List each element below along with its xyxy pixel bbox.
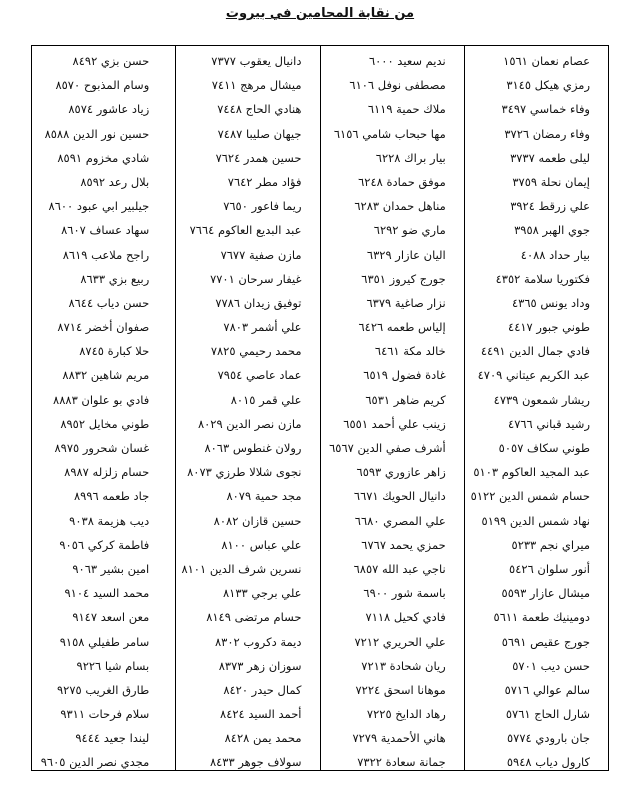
table-cell: جمانة سعادة ٧٣٢٢ — [357, 755, 446, 770]
table-cell: طارق الغريب ٩٢٧٥ — [57, 682, 150, 697]
table-cell: غسان شحرور ٨٩٧٥ — [54, 441, 150, 455]
table-cell: فادي كحيل ٧١١٨ — [365, 610, 446, 625]
table-cell: سوزان زهر ٨٣٧٣ — [218, 658, 302, 673]
table-cell: مجدي نصر الدين ٩٦٠٥ — [40, 755, 150, 770]
table-cell: نهاد شمس الدين ٥١٩٩ — [481, 513, 590, 528]
table-cell: جاد طعمه ٨٩٩٦ — [73, 489, 150, 504]
table-cell: عبد البديع العاكوم ٧٦٦٤ — [189, 223, 302, 238]
table-cell: سلام فرحات ٩٣١١ — [60, 707, 150, 722]
table-cell: حسن بزي ٨٤٩٢ — [72, 54, 150, 68]
table-cell: أنور سلوان ٥٤٢٦ — [509, 561, 590, 576]
table-cell: ماري ضو ٦٢٩٢ — [373, 223, 446, 238]
table-cell: حسام شمس الدين ٥١٢٢ — [470, 489, 590, 504]
table-cell: بسام شيا ٩٢٢٦ — [76, 658, 150, 673]
table-cell: ريان شحادة ٧٢١٣ — [361, 658, 446, 673]
table-cell: نزار صاغية ٦٣٧٩ — [366, 295, 446, 310]
table-cell: علي زرقط ٣٩٢٤ — [510, 199, 590, 214]
table-column-3 — [175, 46, 319, 770]
table-cell: شادي مخزوم ٨٥٩١ — [57, 150, 150, 165]
table-cell: وفاء خماسي ٣٤٩٧ — [501, 102, 590, 117]
table-cell: رولان غنطوس ٨٠٦٣ — [204, 441, 302, 455]
table-cell: باسمة شور ٦٩٠٠ — [363, 586, 446, 601]
table-cell: ناجي عبد الله ٦٨٥٧ — [353, 561, 446, 576]
table-cell: طوني سكاف ٥٠٥٧ — [498, 441, 590, 455]
table-cell: ربيع بزي ٨٦٣٣ — [80, 271, 150, 286]
table-cell: عصام نعمان ١٥٦١ — [503, 54, 590, 68]
table-cell: حسين همدر ٧٦٢٤ — [215, 150, 302, 165]
table-cell: رهاد الدايخ ٧٢٢٥ — [366, 707, 446, 722]
table-cell: شارل الحاج ٥٧٦١ — [505, 707, 590, 722]
table-cell: محمد السيد ٩١٠٤ — [64, 586, 150, 601]
table-cell: إيمان نحلة ٣٧٥٩ — [512, 174, 590, 189]
table-cell: سهاد عساف ٨٦٠٧ — [61, 223, 150, 238]
table-cell: علي الحريري ٧٢١٢ — [354, 634, 446, 649]
table-cell: حسين نور الدين ٨٥٨٨ — [44, 126, 150, 141]
table-cell: بيار براك ٦٢٢٨ — [375, 150, 446, 165]
table-cell: عبد المجيد العاكوم ٥١٠٣ — [473, 465, 590, 480]
table-cell: رمزي هيكل ٣١٤٥ — [506, 78, 590, 93]
table-cell: حمزي يحمد ٦٧٦٧ — [361, 537, 446, 552]
table-cell: فادي جمال الدين ٤٤٩١ — [480, 344, 590, 359]
table-cell: مناهل حمدان ٦٢٨٣ — [354, 199, 446, 214]
table-cell: ديب هزيمة ٩٠٣٨ — [69, 513, 150, 528]
table-cell: علي المصري ٦٦٨٠ — [354, 513, 446, 528]
table-cell: غادة فضول ٦٥١٩ — [363, 368, 446, 383]
table-cell: مريم شاهين ٨٨٣٢ — [62, 368, 150, 383]
table-cell: زينب علي أحمد ٦٥٥١ — [343, 416, 446, 431]
table-cell: جورج كيروز ٦٣٥١ — [361, 271, 446, 286]
table-cell: وداد يونس ٤٣٦٥ — [511, 295, 590, 310]
table-column-2 — [320, 46, 464, 770]
table-cell: توفيق زيدان ٧٧٨٦ — [215, 295, 302, 310]
table-cell: امين بشير ٩٠٦٣ — [72, 561, 150, 576]
table-cell: جان بارودي ٥٧٧٤ — [506, 731, 590, 746]
table-cell: أشرف صفي الدين ٦٥٦٧ — [329, 441, 446, 455]
table-cell: هنادي الحاج ٧٤٤٨ — [217, 102, 302, 117]
table-cell: ميشال عازار ٥٥٩٣ — [501, 586, 590, 601]
table-cell: ديمة دكروب ٨٣٠٢ — [215, 634, 302, 649]
table-cell: علي برجي ٨١٣٣ — [222, 586, 302, 601]
table-cell: موهانا اسحق ٧٢٢٤ — [355, 682, 446, 697]
table-cell: كارول دياب ٥٩٤٨ — [506, 755, 590, 770]
table-cell: حسين قازان ٨٠٨٢ — [213, 513, 302, 528]
table-column-4 — [32, 46, 175, 770]
table-cell: محمد يمن ٨٤٢٨ — [224, 731, 302, 746]
table-cell: فؤاد مطر ٧٦٤٢ — [227, 174, 302, 189]
table-cell: جورج عقيص ٥٦٩١ — [501, 634, 590, 649]
table-cell: وفاء رمضان ٣٧٢٦ — [504, 126, 590, 141]
table-cell: سامر طفيلي ٩١٥٨ — [59, 634, 150, 649]
table-cell: كريم ضاهر ٦٥٣١ — [365, 392, 446, 407]
table-cell: حسن دياب ٨٦٤٤ — [68, 295, 150, 310]
table-cell: غيفار سرحان ٧٧٠١ — [210, 271, 302, 286]
table-cell: جيلبير ابي عبود ٨٦٠٠ — [48, 199, 150, 214]
table-cell: حسام زلزله ٨٩٨٧ — [64, 465, 150, 480]
table-cell: سالم عوالي ٥٧١٦ — [504, 682, 590, 697]
table-cell: خالد مكة ٦٤٦١ — [374, 344, 446, 359]
table-cell: ميراي نجم ٥٢٣٣ — [511, 537, 590, 552]
table-cell: اليان عازار ٦٣٢٩ — [366, 247, 446, 262]
table-cell: محمد رحيمي ٧٨٢٥ — [210, 344, 302, 359]
table-cell: وسام المذبوح ٨٥٧٠ — [55, 78, 150, 93]
table-cell: فكتوريا سلامة ٤٣٥٢ — [495, 271, 590, 286]
table-cell: نديم سعيد ٦٠٠٠ — [368, 54, 446, 68]
table-cell: ميشال مرهج ٧٤١١ — [211, 78, 302, 93]
table-cell: موفق حمادة ٦٢٤٨ — [358, 174, 446, 189]
table-cell: هاني الأحمدية ٧٢٧٩ — [352, 731, 446, 746]
table-cell: عبد الكريم عيتاني ٤٧٠٩ — [477, 368, 590, 383]
table-cell: سولاف جوهر ٨٤٣٣ — [209, 755, 302, 770]
table-cell: طوني مخايل ٨٩٥٢ — [60, 416, 150, 431]
table-column-1 — [464, 46, 608, 770]
table-cell: حسن ديب ٥٧٠١ — [512, 658, 590, 673]
table-cell: طوني جبور ٤٤١٧ — [508, 320, 590, 335]
table-cell: ليلى طعمه ٣٧٣٧ — [510, 150, 590, 165]
table-cell: مازن نصر الدين ٨٠٢٩ — [197, 416, 302, 431]
table-cell: أحمد السيد ٨٤٢٤ — [220, 707, 302, 722]
table-cell: نسرين شرف الدين ٨١٠١ — [181, 561, 302, 576]
table-cell: نجوى شلالا طرزي ٨٠٧٣ — [187, 465, 302, 480]
table-cell: صفوان أخضر ٨٧١٤ — [57, 320, 150, 335]
table-cell: إلياس طعمه ٦٤٢٦ — [358, 320, 446, 335]
table-cell: علي عباس ٨١٠٠ — [221, 537, 302, 552]
table-cell: معن اسعد ٩١٤٧ — [72, 610, 150, 625]
table-cell: راجح ملاعب ٨٦١٩ — [62, 247, 150, 262]
table-cell: فاطمة كركي ٩٠٥٦ — [59, 537, 150, 552]
table-cell: زاهر عازوري ٦٥٩٣ — [356, 465, 446, 480]
table-cell: عماد عاصي ٧٩٥٤ — [217, 368, 302, 383]
table-cell: علي قمر ٨٠١٥ — [230, 392, 302, 407]
table-cell: زياد عاشور ٨٥٧٤ — [68, 102, 150, 117]
table-cell: مازن صفية ٧٦٧٧ — [220, 247, 302, 262]
table-cell: مها حبحاب شامي ٦١٥٦ — [333, 126, 446, 141]
table-cell: ريما فاعور ٧٦٥٠ — [223, 199, 302, 214]
table-cell: بلال رعد ٨٥٩٢ — [80, 174, 150, 189]
table-cell: مصطفى نوفل ٦١٠٦ — [349, 78, 446, 93]
table-cell: ليندا جعيد ٩٤٤٤ — [75, 731, 150, 746]
table-cell: رشيد قباني ٤٧٦٦ — [508, 416, 590, 431]
table-cell: مجد حمية ٨٠٧٩ — [226, 489, 302, 504]
table-cell: دانيال الحويك ٦٦٧١ — [353, 489, 446, 504]
table-cell: حلا كبارة ٨٧٤٥ — [79, 344, 150, 359]
table-cell: ريشار شمعون ٤٧٣٩ — [493, 392, 590, 407]
table-cell: بيار حداد ٤٠٨٨ — [520, 247, 590, 262]
table-cell: جوي الهبر ٣٩٥٨ — [514, 223, 590, 238]
table-cell: كمال حيدر ٨٤٢٠ — [223, 682, 302, 697]
table-cell: علي أشمر ٧٨٠٣ — [223, 320, 302, 335]
table-cell: فادي بو علوان ٨٨٨٣ — [53, 392, 150, 407]
lawyers-table — [31, 45, 609, 771]
table-cell: دانيال يعقوب ٧٣٧٧ — [211, 54, 302, 68]
page-title: من نقابة المحامين في بيروت — [225, 6, 415, 21]
table-cell: ملاك حمية ٦١١٩ — [367, 102, 446, 117]
table-cell: حسام مرتضى ٨١٤٩ — [206, 610, 302, 625]
table-cell: دومينيك طعمة ٥٦١١ — [493, 610, 590, 625]
table-cell: جيهان صليبا ٧٤٨٧ — [217, 126, 302, 141]
